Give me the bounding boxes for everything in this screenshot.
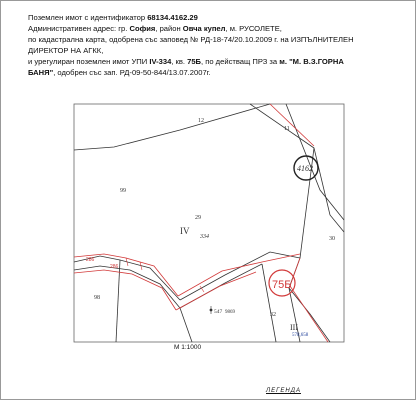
property-identifier: 68134.4162.29: [147, 13, 198, 22]
dimension-ticks: [126, 258, 204, 292]
upi-label: IV: [180, 226, 190, 236]
legend-title: ЛЕГЕНДА: [266, 388, 301, 394]
parcel-label-11: 11: [284, 126, 290, 132]
parcel-label-32: 32: [270, 312, 276, 318]
upi-number-2: 578,658: [292, 333, 309, 338]
header-line-1: Поземлен имот с идентификатор 68134.4162.29: [28, 13, 198, 22]
header-line-5: и урегулиран поземлен имот УПИ IV-334, кв. 75Б, по действащ ПРЗ за м. "М. В.З.ГОРНА: [28, 57, 344, 66]
header-line-4: ДИРЕКТОР НА АГКК,: [28, 46, 104, 55]
parcel-label-12: 12: [198, 118, 204, 124]
district: Овча купел: [182, 24, 226, 33]
regulation-lines: [74, 104, 328, 342]
block-number: 75Б: [187, 57, 202, 66]
upi-identifier: IV-334: [149, 57, 172, 66]
upi-label-2: III: [290, 323, 298, 332]
header-line-6: БАНЯ", одобрен със зап. РД-09-50-844/13.07.2007г.: [28, 68, 211, 77]
upi-number: 334: [200, 234, 209, 240]
block-label-75b: 75Б: [272, 279, 292, 291]
road-label-2: 286: [110, 264, 119, 270]
map-scale: М 1:1000: [174, 344, 202, 351]
small-label-547: 547: [214, 309, 223, 315]
header-line-3: по кадастрална карта, одобрена със заповед № РД-18-74/20.10.2009 г. на ИЗПЪЛНИТЕЛЕН: [28, 35, 354, 44]
locality-name: м. "М. В.З.ГОРНА: [279, 57, 344, 66]
road-label-1: 286: [86, 257, 95, 263]
block-label-4162: 4162: [297, 164, 313, 173]
header-line-2: Административен адрес: гр. София, район Овча купел, м. РУСОЛЕТЕ,: [28, 24, 282, 33]
small-label-9869: 9869: [225, 310, 235, 315]
parcel-label-29: 29: [195, 215, 201, 221]
city: София: [129, 24, 156, 33]
parcel-label-98: 98: [94, 295, 100, 301]
property-description: [28, 12, 408, 78]
parcel-label-99: 99: [120, 188, 126, 194]
parcel-label-30: 30: [329, 236, 335, 242]
